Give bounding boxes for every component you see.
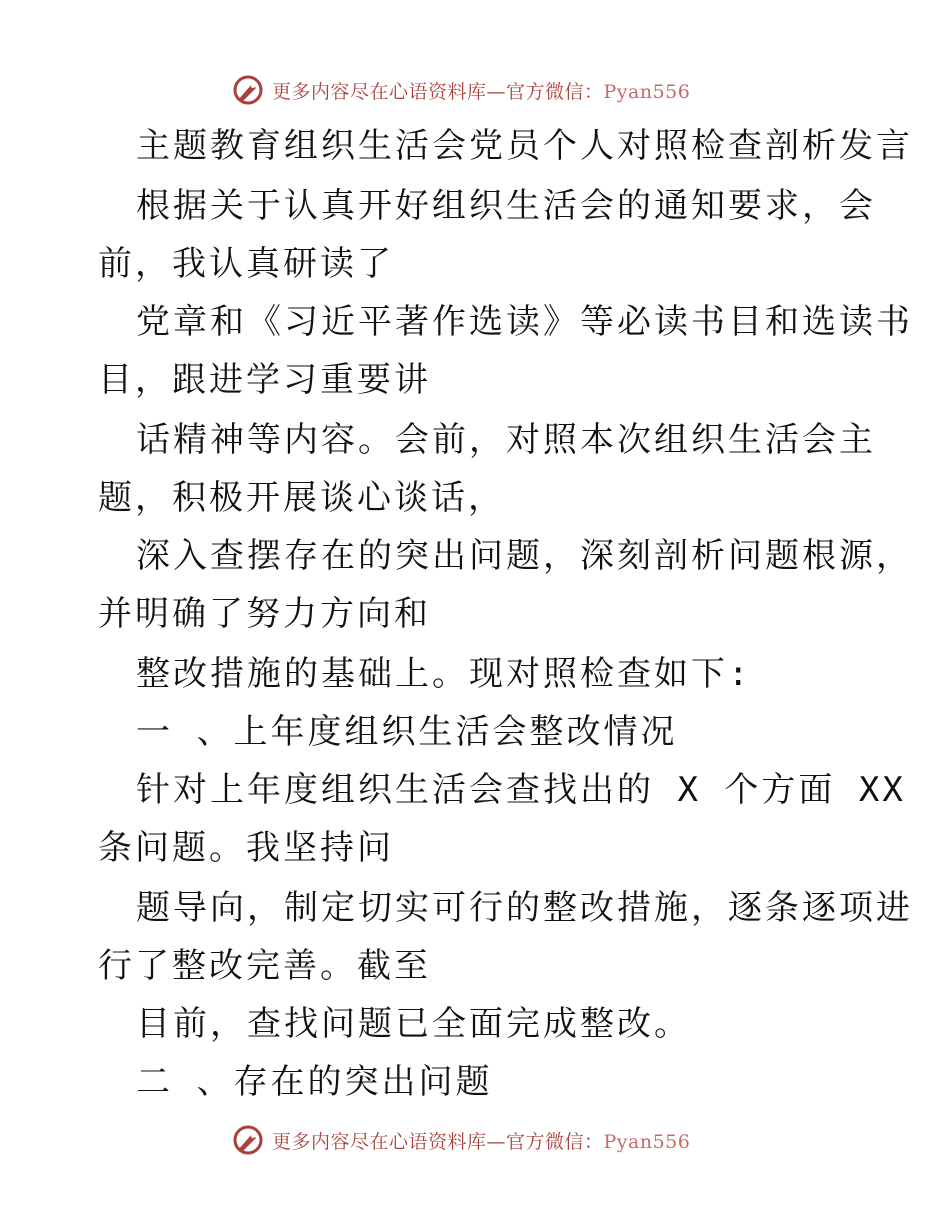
section-heading: 二 、存在的突出问题 (136, 1062, 493, 1102)
paragraph-line: 条问题。我坚持问 (98, 828, 394, 868)
paragraph-line: 深入查摆存在的突出问题，深刻剖析问题根源， (136, 536, 913, 576)
banner-text: 更多内容尽在心语资料库—官方微信：Pyan556 (272, 1130, 691, 1153)
pen-nib-logo-icon (232, 1124, 264, 1156)
paragraph-line: 题导向，制定切实可行的整改措施，逐条逐项进 (136, 888, 913, 928)
paragraph-line: 并明确了努力方向和 (98, 594, 431, 634)
wechat-id: Pyan556 (603, 1130, 691, 1153)
paragraph-line: 话精神等内容。会前，对照本次组织生活会主 (136, 420, 876, 460)
paragraph-line: 针对上年度组织生活会查找出的 X 个方面 XX (136, 770, 906, 810)
paragraph-line: 目前，查找问题已全面完成整改。 (136, 1004, 691, 1044)
paragraph-line: 题，积极开展谈心谈话， (98, 478, 505, 518)
banner-text: 更多内容尽在心语资料库—官方微信：Pyan556 (272, 80, 691, 103)
wechat-id: Pyan556 (603, 80, 691, 103)
section-heading: 一 、上年度组织生活会整改情况 (136, 712, 678, 752)
paragraph-line: 根据关于认真开好组织生活会的通知要求，会 (136, 186, 876, 226)
paragraph-line: 目，跟进学习重要讲 (98, 360, 431, 400)
paragraph-line: 党章和《习近平著作选读》等必读书目和选读书 (136, 302, 913, 342)
header-banner (232, 70, 690, 110)
footer-banner (232, 1120, 690, 1160)
pen-nib-logo-icon (232, 74, 264, 106)
document-title: 主题教育组织生活会党员个人对照检查剖析发言 (136, 126, 913, 166)
paragraph-line: 前，我认真研读了 (98, 244, 394, 284)
paragraph-line: 行了整改完善。截至 (98, 946, 431, 986)
paragraph-line: 整改措施的基础上。现对照检查如下: (136, 654, 752, 694)
